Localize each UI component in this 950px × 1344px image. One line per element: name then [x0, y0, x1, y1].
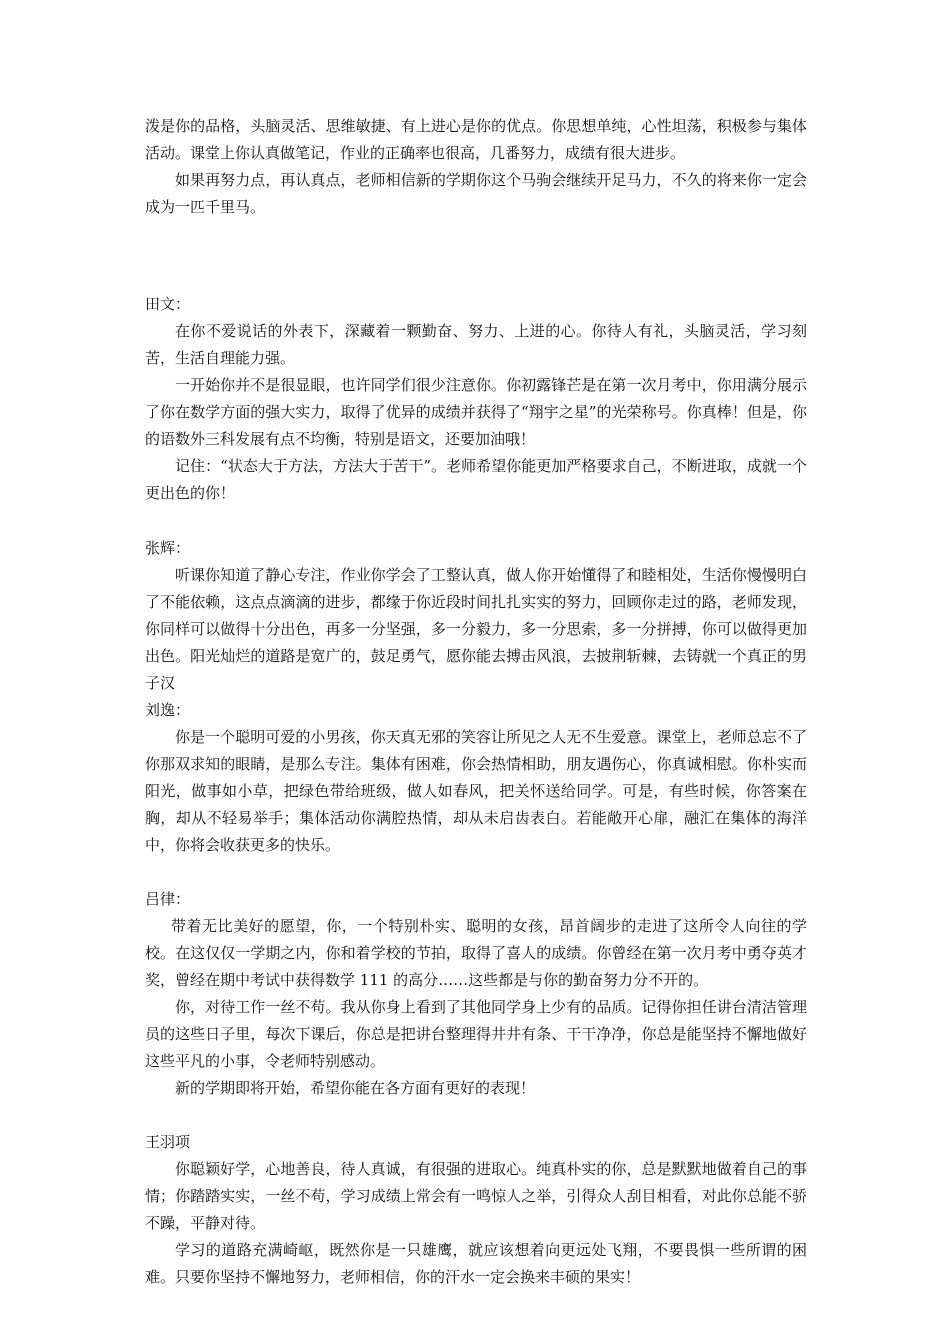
student-name-zhanghui: 张辉： — [145, 539, 191, 557]
spacer — [145, 859, 807, 886]
spacer — [145, 221, 807, 291]
lvlv-paragraph-1: 带着无比美好的愿望，你，一个特别朴实、聪明的女孩，昂首阔步的走进了这所令人向往的学校。在这仅仅一学期之内，你和着学校的节拍，取得了喜人的成绩。你曾经在第一次月考中勇夺英才奖，曾经在期中考试中获得数学 111 的高分……这些都是与你的勤奋努力分不开的。 — [145, 917, 807, 989]
wangyuxiang-paragraph-2: 学习的道路充满崎岖，既然你是一只雄鹰，就应该想着向更远处飞翔，不要畏惧一些所谓的困难。只要你坚持不懈地努力，老师相信，你的汗水一定会换来丰硕的果实！ — [145, 1241, 807, 1286]
tianwen-paragraph-2: 一开始你并不是很显眼，也许同学们很少注意你。你初露锋芒是在第一次月考中，你用满分展示了你在数学方面的强大实力，取得了优异的成绩并获得了“翔宇之星”的光荣称号。你真棒！但是，你的语数外三科发展有点不均衡，特别是语文，还要加油哦！ — [145, 376, 807, 448]
spacer — [145, 507, 807, 535]
document-page — [145, 113, 807, 1291]
spacer — [145, 1102, 807, 1129]
student-name-tianwen: 田文： — [145, 295, 191, 313]
intro-paragraph-1: 泼是你的品格，头脑灵活、思维敏捷、有上进心是你的优点。你思想单纯，心性坦荡，积极参与集体活动。课堂上你认真做笔记，作业的正确率也很高，几番努力，成绩有很大进步。 — [145, 117, 807, 162]
tianwen-paragraph-3: 记住：“状态大于方法，方法大于苦干”。老师希望你能更加严格要求自己，不断进取，成就一个更出色的你！ — [145, 457, 807, 502]
student-name-wangyuxiang: 王羽项 — [145, 1133, 191, 1151]
zhanghui-paragraph-1: 听课你知道了静心专注，作业你学会了工整认真，做人你开始懂得了和睦相处，生活你慢慢明白了不能依赖，这点点滴滴的进步，都缘于你近段时间扎扎实实的努力，回顾你走过的路，老师发现，你同样可以做得十分出色，再多一分坚强，多一分毅力，多一分思索，多一分拼搏，你可以做得更加出色。阳光灿烂的道路是宽广的，鼓足勇气，愿你能去搏击风浪，去披荆斩棘，去铸就一个真正的男子汉 — [145, 566, 807, 692]
lvlv-paragraph-2: 你，对待工作一丝不苟。我从你身上看到了其他同学身上少有的品质。记得你担任讲台清洁管理员的这些日子里，每次下课后，你总是把讲台整理得井井有条、干干净净，你总是能坚持不懈地做好这些平凡的小事，令老师特别感动。 — [145, 998, 807, 1070]
liuyi-paragraph-1: 你是一个聪明可爱的小男孩，你天真无邪的笑容让所见之人无不生爱意。课堂上，老师总忘不了你那双求知的眼睛，是那么专注。集体有困难，你会热情相助，朋友遇伤心，你真诚相慰。你朴实而阳光，做事如小草，把绿色带给班级，做人如春风，把关怀送给同学。可是，有些时候，你答案在胸，却从不轻易举手；集体活动你满腔热情，却从未启齿表白。若能敞开心扉，融汇在集体的海洋中，你将会收获更多的快乐。 — [145, 728, 807, 854]
student-name-lvlv: 吕律： — [145, 890, 191, 908]
wangyuxiang-paragraph-1: 你聪颖好学，心地善良，待人真诚，有很强的进取心。纯真朴实的你，总是默默地做着自己的事情；你踏踏实实，一丝不苟，学习成绩上常会有一鸣惊人之举，引得众人刮目相看，对此你总能不骄不躁，平静对待。 — [145, 1160, 807, 1232]
tianwen-paragraph-1: 在你不爱说话的外表下，深藏着一颗勤奋、努力、上进的心。你待人有礼，头脑灵活，学习刻苦，生活自理能力强。 — [145, 322, 807, 367]
intro-paragraph-2: 如果再努力点，再认真点，老师相信新的学期你这个马驹会继续开足马力，不久的将来你一定会成为一匹千里马。 — [145, 171, 807, 216]
student-name-liuyi: 刘逸： — [145, 701, 191, 719]
lvlv-paragraph-3: 新的学期即将开始，希望你能在各方面有更好的表现！ — [175, 1079, 536, 1097]
